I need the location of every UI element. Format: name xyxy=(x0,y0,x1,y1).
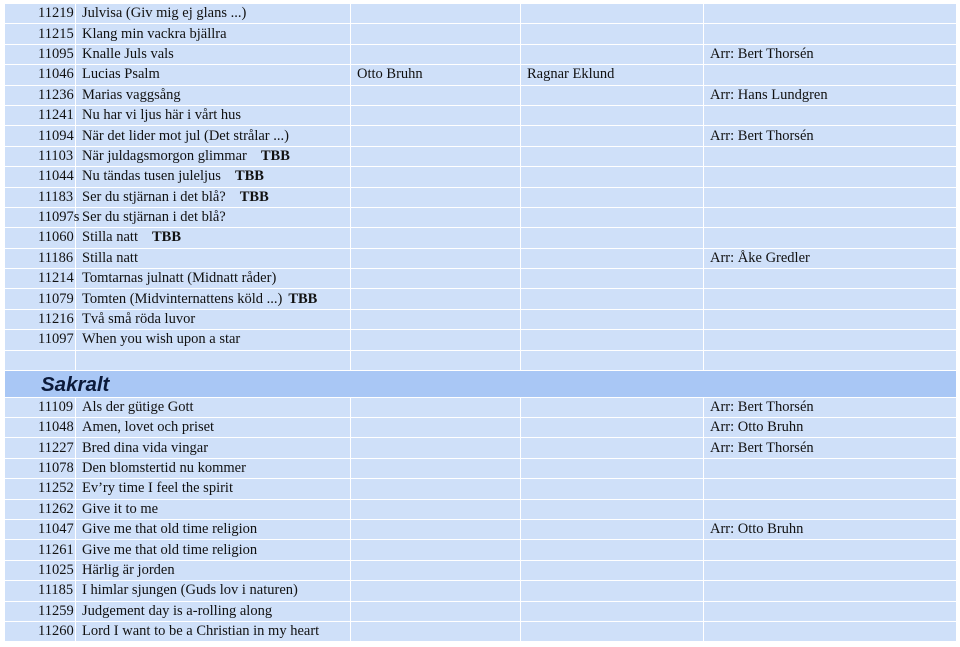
song-title: Knalle Juls vals xyxy=(82,45,174,62)
composer-cell xyxy=(351,85,521,105)
song-title: När det lider mot jul (Det strålar ...) xyxy=(82,127,289,144)
table-row xyxy=(5,458,957,478)
empty-cell xyxy=(521,499,704,519)
song-title-cell xyxy=(76,397,351,417)
song-title-cell xyxy=(76,105,351,125)
arranger-cell xyxy=(704,269,957,289)
arranger-cell xyxy=(704,228,957,248)
song-title-cell xyxy=(76,438,351,458)
blank-row xyxy=(5,350,957,370)
catalog-number: 11186 xyxy=(5,248,76,268)
composer-cell xyxy=(351,228,521,248)
table-row xyxy=(5,105,957,125)
composer-cell xyxy=(351,248,521,268)
table-row xyxy=(5,540,957,560)
empty-cell xyxy=(351,438,521,458)
song-title-cell xyxy=(76,269,351,289)
empty-cell xyxy=(521,581,704,601)
table-row xyxy=(5,581,957,601)
song-title: Marias vaggsång xyxy=(82,86,181,103)
empty-cell xyxy=(521,479,704,499)
song-title-cell xyxy=(76,499,351,519)
arranger-cell xyxy=(704,4,957,24)
empty-cell xyxy=(521,621,704,641)
catalog-number: 11252 xyxy=(5,479,76,499)
table-row xyxy=(5,126,957,146)
empty-cell xyxy=(351,540,521,560)
tbb-label: TBB xyxy=(151,229,181,246)
song-title-cell xyxy=(76,126,351,146)
composer-cell xyxy=(351,4,521,24)
empty-cell xyxy=(351,479,521,499)
song-title: Stilla natt xyxy=(82,249,138,266)
song-title-cell xyxy=(76,65,351,85)
tbb-label: TBB xyxy=(288,290,318,307)
empty-cell xyxy=(351,499,521,519)
song-title-cell xyxy=(76,24,351,44)
arranger-cell xyxy=(704,499,957,519)
table-row xyxy=(5,248,957,268)
song-title-cell xyxy=(76,540,351,560)
lyricist-cell xyxy=(521,207,704,227)
song-title: I himlar sjungen (Guds lov i naturen) xyxy=(82,582,298,599)
composer-cell xyxy=(351,24,521,44)
composer-cell xyxy=(351,126,521,146)
song-title: Härlig är jorden xyxy=(82,561,175,578)
empty-cell xyxy=(521,418,704,438)
song-title: När juldagsmorgon glimmar xyxy=(82,147,247,164)
song-title-cell xyxy=(76,601,351,621)
empty-cell xyxy=(351,458,521,478)
catalog-number: 11262 xyxy=(5,499,76,519)
blank-spacer xyxy=(5,350,957,370)
song-title-cell xyxy=(76,248,351,268)
catalog-number: 11227 xyxy=(5,438,76,458)
empty-cell xyxy=(351,418,521,438)
catalog-number: 11060 xyxy=(5,228,76,248)
catalog-number: 11097 xyxy=(5,330,76,350)
catalog-number: 11241 xyxy=(5,105,76,125)
song-title: Stilla natt xyxy=(82,229,138,246)
table-row xyxy=(5,85,957,105)
song-list-sakralt xyxy=(5,397,957,642)
arranger-cell: Arr: Otto Bruhn xyxy=(704,519,957,539)
song-title-cell xyxy=(76,519,351,539)
catalog-number: 11219 xyxy=(5,4,76,24)
song-title-cell xyxy=(76,4,351,24)
song-title: Klang min vackra bjällra xyxy=(82,25,227,42)
song-title-cell xyxy=(76,167,351,187)
arranger-cell xyxy=(704,330,957,350)
catalog-number: 11048 xyxy=(5,418,76,438)
song-title-cell xyxy=(76,581,351,601)
arranger-cell xyxy=(704,560,957,580)
arranger-cell xyxy=(704,458,957,478)
song-list-top xyxy=(5,4,957,351)
catalog-number: 11044 xyxy=(5,167,76,187)
composer-cell xyxy=(351,289,521,309)
song-title: Bred dina vida vingar xyxy=(82,439,209,456)
song-title: Den blomstertid nu kommer xyxy=(82,460,246,476)
table-row xyxy=(5,621,957,641)
song-title: Give it to me xyxy=(82,500,159,517)
song-title-cell xyxy=(76,187,351,207)
arranger-cell: Arr: Bert Thorsén xyxy=(704,438,957,458)
catalog-number: 11095 xyxy=(5,44,76,64)
tbb-label: TBB xyxy=(239,188,269,205)
table-row xyxy=(5,519,957,539)
empty-cell xyxy=(521,601,704,621)
arranger-cell xyxy=(704,309,957,329)
composer-cell xyxy=(351,105,521,125)
table-row xyxy=(5,560,957,580)
empty-cell xyxy=(351,601,521,621)
arranger-cell: Arr: Bert Thorsén xyxy=(704,126,957,146)
arranger-cell xyxy=(704,65,957,85)
table-row xyxy=(5,24,957,44)
song-title: When you wish upon a star xyxy=(82,331,241,348)
song-title: Lord I want to be a Christian in my heart xyxy=(82,623,320,640)
empty-cell xyxy=(521,560,704,580)
song-title: Tomtarnas julnatt (Midnatt råder) xyxy=(82,270,277,287)
table-row xyxy=(5,228,957,248)
table-row xyxy=(5,4,957,24)
tbb-label: TBB xyxy=(260,147,290,164)
lyricist-cell xyxy=(521,4,704,24)
composer-cell xyxy=(351,309,521,329)
arranger-cell xyxy=(704,621,957,641)
composer-cell xyxy=(351,44,521,64)
arranger-cell: Arr: Bert Thorsén xyxy=(704,397,957,417)
composer-cell xyxy=(351,207,521,227)
arranger-cell xyxy=(704,187,957,207)
lyricist-cell xyxy=(521,24,704,44)
catalog-number: 11025 xyxy=(5,560,76,580)
empty-cell xyxy=(351,519,521,539)
table-row xyxy=(5,146,957,166)
lyricist-cell xyxy=(521,85,704,105)
song-title: Lucias Psalm xyxy=(82,66,160,83)
table-row xyxy=(5,601,957,621)
arranger-cell xyxy=(704,479,957,499)
arranger-cell xyxy=(704,146,957,166)
lyricist-cell xyxy=(521,330,704,350)
arranger-cell xyxy=(704,105,957,125)
table-row xyxy=(5,289,957,309)
catalog-number: 11261 xyxy=(5,540,76,560)
lyricist-cell xyxy=(521,146,704,166)
song-title-cell xyxy=(76,289,351,309)
empty-cell xyxy=(351,621,521,641)
lyricist-cell xyxy=(521,269,704,289)
song-table xyxy=(4,3,957,642)
song-title: Judgement day is a-rolling along xyxy=(82,602,273,619)
lyricist-cell xyxy=(521,187,704,207)
empty-cell xyxy=(521,519,704,539)
lyricist-cell xyxy=(521,228,704,248)
table-row xyxy=(5,269,957,289)
song-title-cell xyxy=(76,207,351,227)
table-row xyxy=(5,330,957,350)
song-title: Nu har vi ljus här i vårt hus xyxy=(82,107,242,124)
song-title: Ev’ry time I feel the spirit xyxy=(82,480,233,497)
empty-cell xyxy=(351,397,521,417)
empty-cell xyxy=(351,581,521,601)
lyricist-cell xyxy=(521,126,704,146)
table-row xyxy=(5,65,957,85)
catalog-number: 11236 xyxy=(5,85,76,105)
section-title: Sakralt xyxy=(41,372,110,396)
song-title: Amen, lovet och priset xyxy=(82,419,215,436)
section-header-row xyxy=(5,370,957,397)
lyricist-cell xyxy=(521,105,704,125)
arranger-cell xyxy=(704,289,957,309)
lyricist-cell xyxy=(521,309,704,329)
arranger-cell xyxy=(704,540,957,560)
table-row xyxy=(5,499,957,519)
table-row xyxy=(5,397,957,417)
song-title: Julvisa (Giv mig ej glans ...) xyxy=(82,5,247,22)
song-title-cell xyxy=(76,479,351,499)
lyricist-cell: Ragnar Eklund xyxy=(521,65,704,85)
arranger-cell xyxy=(704,601,957,621)
song-title: Give me that old time religion xyxy=(82,521,258,538)
catalog-number: 11216 xyxy=(5,309,76,329)
song-title: Nu tändas tusen juleljus xyxy=(82,168,221,185)
catalog-number: 11183 xyxy=(5,187,76,207)
song-title-cell xyxy=(76,330,351,350)
catalog-number: 11097s xyxy=(5,207,76,227)
song-title: Ser du stjärnan i det blå? xyxy=(82,209,226,226)
song-title-cell xyxy=(76,621,351,641)
empty-cell xyxy=(521,540,704,560)
composer-cell xyxy=(351,167,521,187)
tbb-label: TBB xyxy=(234,168,264,185)
table-row xyxy=(5,418,957,438)
song-title-cell xyxy=(76,458,351,478)
catalog-number: 11094 xyxy=(5,126,76,146)
table-row xyxy=(5,479,957,499)
section-header-group xyxy=(5,370,957,397)
empty-cell xyxy=(351,560,521,580)
song-title-cell xyxy=(76,560,351,580)
arranger-cell xyxy=(704,24,957,44)
lyricist-cell xyxy=(521,167,704,187)
song-title: Tomten (Midvinternattens köld ...) xyxy=(82,290,283,307)
empty-cell xyxy=(521,397,704,417)
song-title: Als der gütige Gott xyxy=(82,398,194,415)
arranger-cell xyxy=(704,581,957,601)
catalog-number: 11214 xyxy=(5,269,76,289)
table-row xyxy=(5,309,957,329)
empty-cell xyxy=(521,438,704,458)
song-title-cell xyxy=(76,85,351,105)
song-catalog-sheet xyxy=(4,3,956,642)
song-title-cell xyxy=(76,228,351,248)
song-title-cell xyxy=(76,146,351,166)
song-title: Give me that old time religion xyxy=(82,541,258,558)
catalog-number: 11078 xyxy=(5,458,76,478)
catalog-number: 11109 xyxy=(5,397,76,417)
lyricist-cell xyxy=(521,44,704,64)
catalog-number: 11079 xyxy=(5,289,76,309)
table-row xyxy=(5,167,957,187)
song-title: Två små röda luvor xyxy=(82,311,196,328)
lyricist-cell xyxy=(521,289,704,309)
catalog-number: 11185 xyxy=(5,581,76,601)
song-title-cell xyxy=(76,418,351,438)
song-title-cell xyxy=(76,309,351,329)
table-row xyxy=(5,207,957,227)
arranger-cell: Arr: Hans Lundgren xyxy=(704,85,957,105)
catalog-number: 11259 xyxy=(5,601,76,621)
composer-cell xyxy=(351,330,521,350)
catalog-number: 11103 xyxy=(5,146,76,166)
arranger-cell: Arr: Åke Gredler xyxy=(704,248,957,268)
table-row xyxy=(5,187,957,207)
composer-cell xyxy=(351,187,521,207)
table-row xyxy=(5,438,957,458)
lyricist-cell xyxy=(521,248,704,268)
catalog-number: 11215 xyxy=(5,24,76,44)
song-title: Ser du stjärnan i det blå? xyxy=(82,188,226,205)
arranger-cell: Arr: Otto Bruhn xyxy=(704,418,957,438)
arranger-cell: Arr: Bert Thorsén xyxy=(704,44,957,64)
arranger-cell xyxy=(704,167,957,187)
composer-cell: Otto Bruhn xyxy=(351,65,521,85)
composer-cell xyxy=(351,269,521,289)
arranger-cell xyxy=(704,207,957,227)
table-row xyxy=(5,44,957,64)
composer-cell xyxy=(351,146,521,166)
catalog-number: 11260 xyxy=(5,621,76,641)
catalog-number: 11046 xyxy=(5,65,76,85)
catalog-number: 11047 xyxy=(5,519,76,539)
empty-cell xyxy=(521,458,704,478)
song-title-cell xyxy=(76,44,351,64)
